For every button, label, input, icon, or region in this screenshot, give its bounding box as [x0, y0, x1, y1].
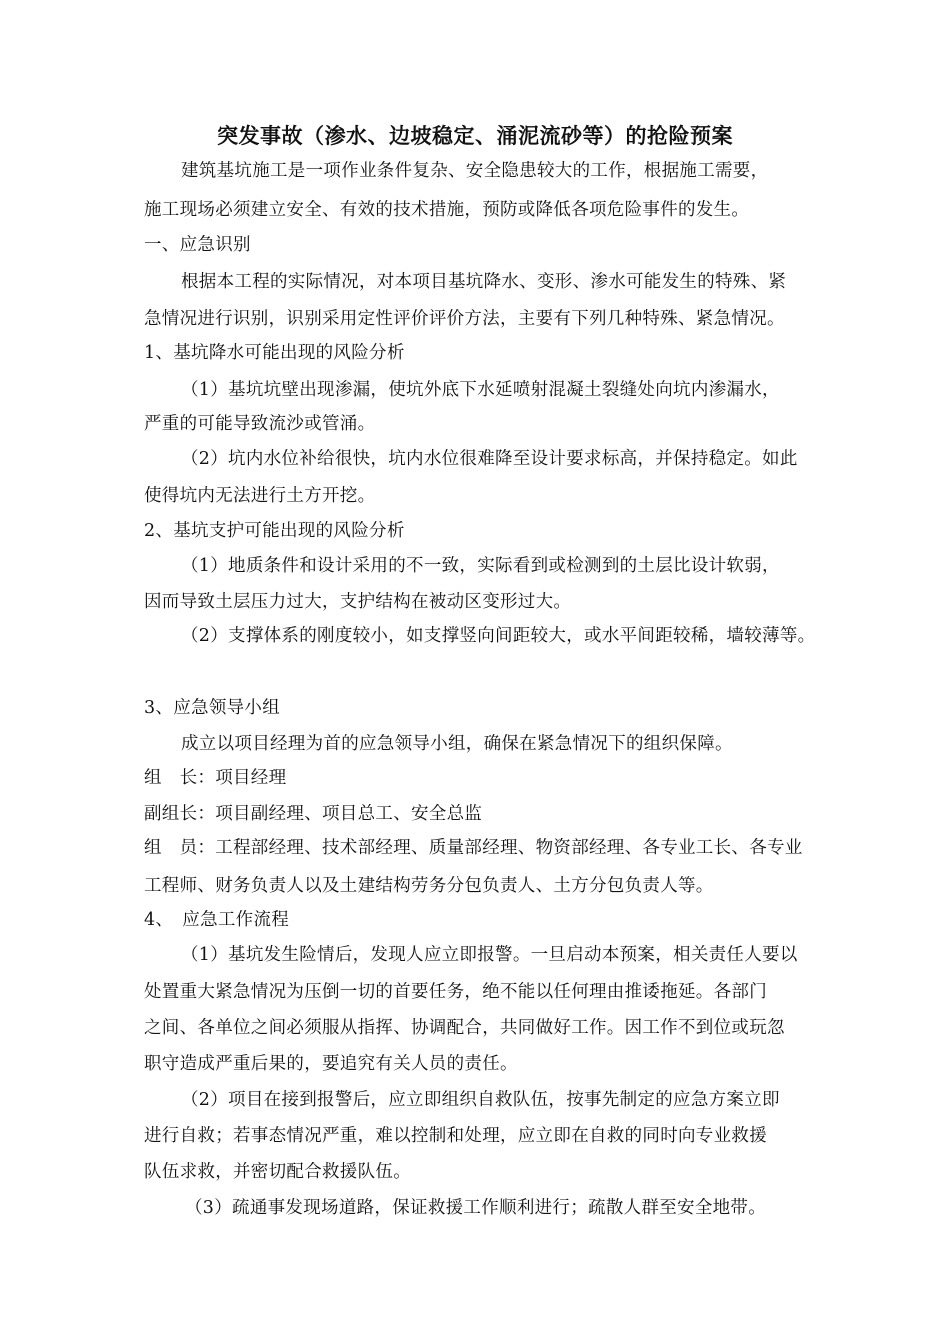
paragraph-line: 组 长：项目经理 [144, 768, 287, 788]
paragraph-line: （2）支撑体系的刚度较小，如支撑竖向间距较大，或水平间距较稀，墙较薄等。 [181, 626, 816, 646]
paragraph-line: （2）坑内水位补给很快，坑内水位很难降至设计要求标高，并保持稳定。如此 [181, 449, 798, 469]
paragraph-line: 建筑基坑施工是一项作业条件复杂、安全隐患较大的工作，根据施工需要， [181, 161, 769, 181]
section-heading: 一、应急识别 [144, 235, 251, 255]
paragraph-line: 成立以项目经理为首的应急领导小组，确保在紧急情况下的组织保障。 [181, 734, 733, 754]
paragraph-line: 处置重大紧急情况为压倒一切的首要任务，绝不能以任何理由推诿拖延。各部门 [144, 982, 767, 1002]
paragraph-line: （3）疏通事发现场道路，保证救援工作顺利进行；疏散人群至安全地带。 [185, 1198, 767, 1218]
paragraph-line: 工程师、财务负责人以及土建结构劳务分包负责人、土方分包负责人等。 [144, 876, 714, 896]
paragraph-line: 之间、各单位之间必须服从指挥、协调配合，共同做好工作。因工作不到位或玩忽 [144, 1018, 785, 1038]
paragraph-line: （1）地质条件和设计采用的不一致，实际看到或检测到的土层比设计软弱， [181, 556, 780, 576]
paragraph-line: （2）项目在接到报警后，应立即组织自救队伍，按事先制定的应急方案立即 [181, 1090, 780, 1110]
paragraph-line: （1）基坑坑壁出现渗漏，使坑外底下水延喷射混凝土裂缝处向坑内渗漏水， [181, 380, 780, 400]
section-heading: 3、应急领导小组 [144, 698, 281, 718]
paragraph-line: 组 员：工程部经理、技术部经理、质量部经理、物资部经理、各专业工长、各专业 [144, 838, 803, 858]
paragraph-line: 使得坑内无法进行土方开挖。 [144, 486, 376, 506]
paragraph-line: （1）基坑发生险情后，发现人应立即报警。一旦启动本预案，相关责任人要以 [181, 945, 798, 965]
section-heading: 4、 应急工作流程 [144, 910, 290, 930]
paragraph-line: 进行自救；若事态情况严重，难以控制和处理，应立即在自救的同时向专业救援 [144, 1126, 767, 1146]
section-heading: 1、基坑降水可能出现的风险分析 [144, 343, 405, 363]
paragraph-line: 根据本工程的实际情况，对本项目基坑降水、变形、渗水可能发生的特殊、紧 [181, 272, 787, 292]
paragraph-line: 队伍求救，并密切配合救援队伍。 [144, 1162, 411, 1182]
paragraph-line: 严重的可能导致流沙或管涌。 [144, 414, 376, 434]
paragraph-line: 急情况进行识别，识别采用定性评价评价方法，主要有下列几种特殊、紧急情况。 [144, 309, 785, 329]
section-heading: 2、基坑支护可能出现的风险分析 [144, 521, 405, 541]
paragraph-line: 因而导致土层压力过大，支护结构在被动区变形过大。 [144, 592, 572, 612]
document-title: 突发事故（渗水、边坡稳定、涌泥流砂等）的抢险预案 [217, 123, 733, 148]
paragraph-line: 副组长：项目副经理、项目总工、安全总监 [144, 804, 483, 824]
paragraph-line: 施工现场必须建立安全、有效的技术措施，预防或降低各项危险事件的发生。 [144, 200, 750, 220]
paragraph-line: 职守造成严重后果的，要追究有关人员的责任。 [144, 1054, 518, 1074]
